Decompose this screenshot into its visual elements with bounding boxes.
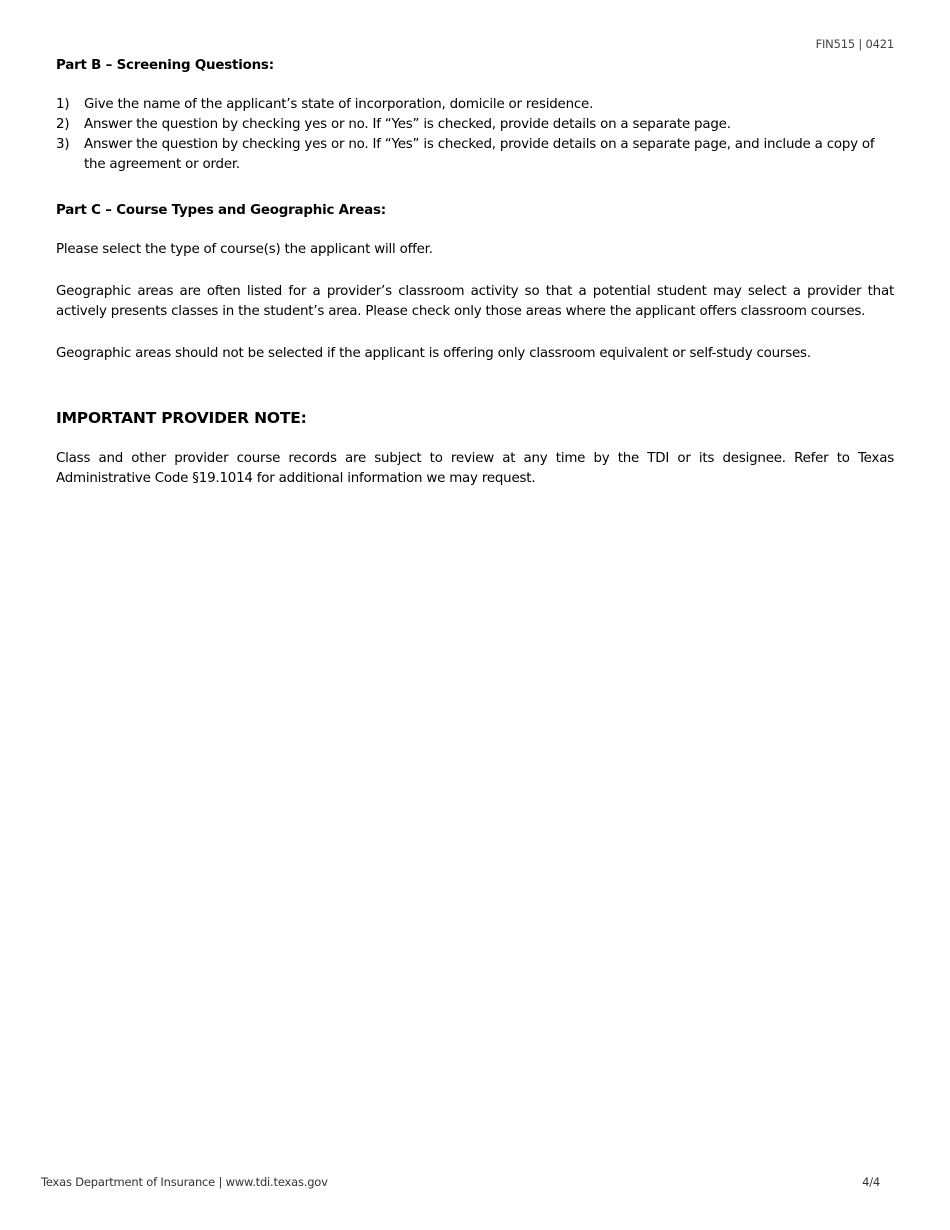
list-item: [56, 95, 894, 115]
item-number: 3): [56, 137, 70, 152]
footer-agency: Texas Department of Insurance | www.tdi.texas.gov: [41, 1175, 328, 1189]
item-number: 1): [56, 97, 70, 112]
item-number: 2): [56, 117, 70, 132]
note-title: IMPORTANT PROVIDER NOTE:: [56, 409, 307, 427]
part-b-title: Part B – Screening Questions:: [56, 58, 274, 73]
list-item: [56, 115, 894, 135]
item-text: Answer the question by checking yes or no. If “Yes” is checked, provide details on a separate page.: [84, 117, 731, 132]
provider-note-section: [56, 409, 894, 489]
paragraph: Geographic areas are often listed for a provider’s classroom activity so that a potential student may select a provider that actively presents classes in the student’s area. Please check only those areas where the applicant offers classroom courses.: [56, 284, 894, 319]
item-text: Answer the question by checking yes or no. If “Yes” is checked, provide details on a separate page, and include a copy of the agreement or order.: [84, 137, 875, 172]
paragraph: Geographic areas should not be selected if the applicant is offering only classroom equivalent or self-study courses.: [56, 346, 811, 361]
part-c-section: [56, 203, 894, 364]
item-text: Give the name of the applicant’s state of incorporation, domicile or residence.: [84, 97, 594, 112]
note-text: Class and other provider course records are subject to review at any time by the TDI or its designee. Refer to Texas Administrative Code §19.1014 for additional information we may request.: [56, 451, 894, 486]
part-c-title: Part C – Course Types and Geographic Areas:: [56, 203, 386, 218]
part-b-section: [56, 58, 894, 175]
part-b-list: [56, 95, 894, 175]
page-number: 4/4: [862, 1175, 880, 1189]
list-item: [56, 135, 894, 175]
form-id: FIN515 | 0421: [815, 37, 894, 51]
paragraph: Please select the type of course(s) the applicant will offer.: [56, 242, 433, 257]
